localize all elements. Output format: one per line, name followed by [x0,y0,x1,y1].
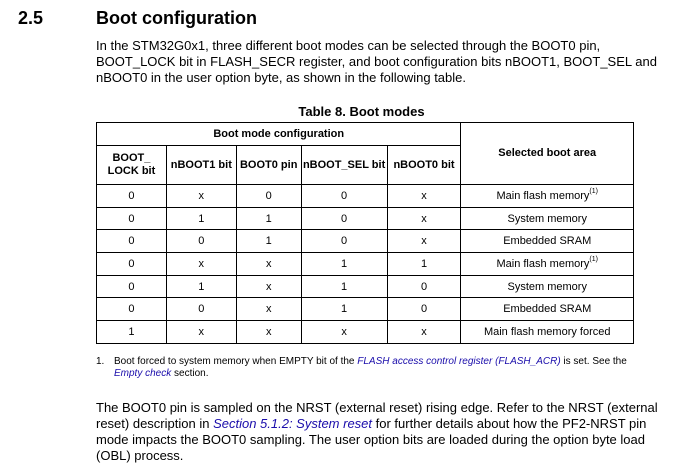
table-cell: 0 [97,185,167,208]
table-cell: 0 [301,185,387,208]
table-cell: 1 [97,321,167,344]
table-cell: x [166,185,236,208]
table-cell: 0 [387,275,461,298]
footnote-ref: (1) [589,255,598,263]
table-cell: 1 [301,275,387,298]
boot-area-label: Main flash memory forced [483,325,611,338]
flash-acr-link[interactable]: FLASH access control register (FLASH_ACR) [357,356,561,367]
table-row [97,207,634,230]
footnote-text-after: section. [171,368,209,379]
table-cell: x [387,207,461,230]
footnote [96,356,636,380]
section-title: Boot configuration [96,8,257,28]
boot-area-cell [461,298,634,321]
table-row [97,321,634,344]
footnote-number: 1. [96,356,105,367]
empty-check-link[interactable]: Empty check [114,368,172,379]
boot-area-label: Main flash memory [496,189,590,202]
table-cell: x [236,298,301,321]
table-cell: 0 [166,230,236,253]
closing-text-before: The BOOT0 pin is sampled on the NRST (external reset) rising edge. Refer to the NRST (external reset) description in [96,400,658,431]
table-cell: 1 [166,275,236,298]
col-header-nboot-sel: nBOOT_SEL bit [301,146,387,185]
table-cell: 1 [236,207,301,230]
col-header-nboot1: nBOOT1 bit [166,146,236,185]
col-header-boot0: BOOT0 pin [236,146,301,185]
table-cell: x [387,185,461,208]
table-cell: 1 [166,207,236,230]
table-cell: 1 [236,230,301,253]
table-cell: x [387,230,461,253]
table-row [97,253,634,276]
table-caption-wrap [0,104,687,119]
table-cell: 0 [97,253,167,276]
table-cell: 0 [97,230,167,253]
boot-area-label: Embedded SRAM [503,235,592,248]
table-cell: 0 [97,275,167,298]
col-header-nboot0: nBOOT0 bit [387,146,461,185]
boot-area-cell [461,253,634,276]
table-row [97,275,634,298]
table-cell: 0 [97,298,167,321]
result-header: Selected boot area [461,123,634,185]
boot-area-label: System memory [507,280,587,293]
boot-area-cell [461,321,634,344]
closing-text-after: for further details about how the PF2-NRST pin mode impacts the BOOT0 sampling. The user option bits are loaded during the option byte load (OBL) process. [96,416,647,463]
table-row [97,185,634,208]
system-reset-link[interactable]: Section 5.1.2: System reset [213,416,373,431]
table-cell: 0 [301,207,387,230]
boot-area-label: Embedded SRAM [503,303,592,316]
table-cell: x [301,321,387,344]
intro-paragraph: In the STM32G0x1, three different boot modes can be selected through the BOOT0 pin, BOOT_LOCK bit in FLASH_SECR register, and boot configuration bits nBOOT1, BOOT_SEL and nBOOT0 in the user option byte, as shown in the following table. [96,38,657,85]
footnote-text-before: Boot forced to system memory when EMPTY bit of the [114,356,358,367]
boot-area-cell [461,230,634,253]
table-cell: 0 [387,298,461,321]
table-row [97,298,634,321]
boot-area-cell [461,207,634,230]
footnote-text [114,356,636,380]
table-cell: 1 [387,253,461,276]
boot-area-cell [461,185,634,208]
boot-area-label: Main flash memory [496,257,590,270]
table-cell: 0 [301,230,387,253]
table-cell: x [236,275,301,298]
table-cell: x [166,253,236,276]
table-cell: 1 [301,253,387,276]
footnote-ref: (1) [589,187,598,195]
boot-area-label: System memory [507,212,587,225]
table-cell: 0 [236,185,301,208]
footnote-text-mid: is set. See the [560,356,627,367]
boot-modes-table [96,122,634,344]
col-header-boot-lock: BOOT_ LOCK bit [97,146,167,185]
table-cell: 1 [301,298,387,321]
closing-paragraph [96,400,676,464]
table-cell: x [166,321,236,344]
table-row [97,230,634,253]
section-number: 2.5 [18,8,44,28]
table-body [97,185,634,344]
table-cell: 0 [166,298,236,321]
boot-area-cell [461,275,634,298]
table-cell: x [236,253,301,276]
group-header: Boot mode configuration [97,123,461,146]
table-cell: 0 [97,207,167,230]
table-cell: x [387,321,461,344]
table-caption: Table 8. Boot modes [298,104,425,119]
table-cell: x [236,321,301,344]
